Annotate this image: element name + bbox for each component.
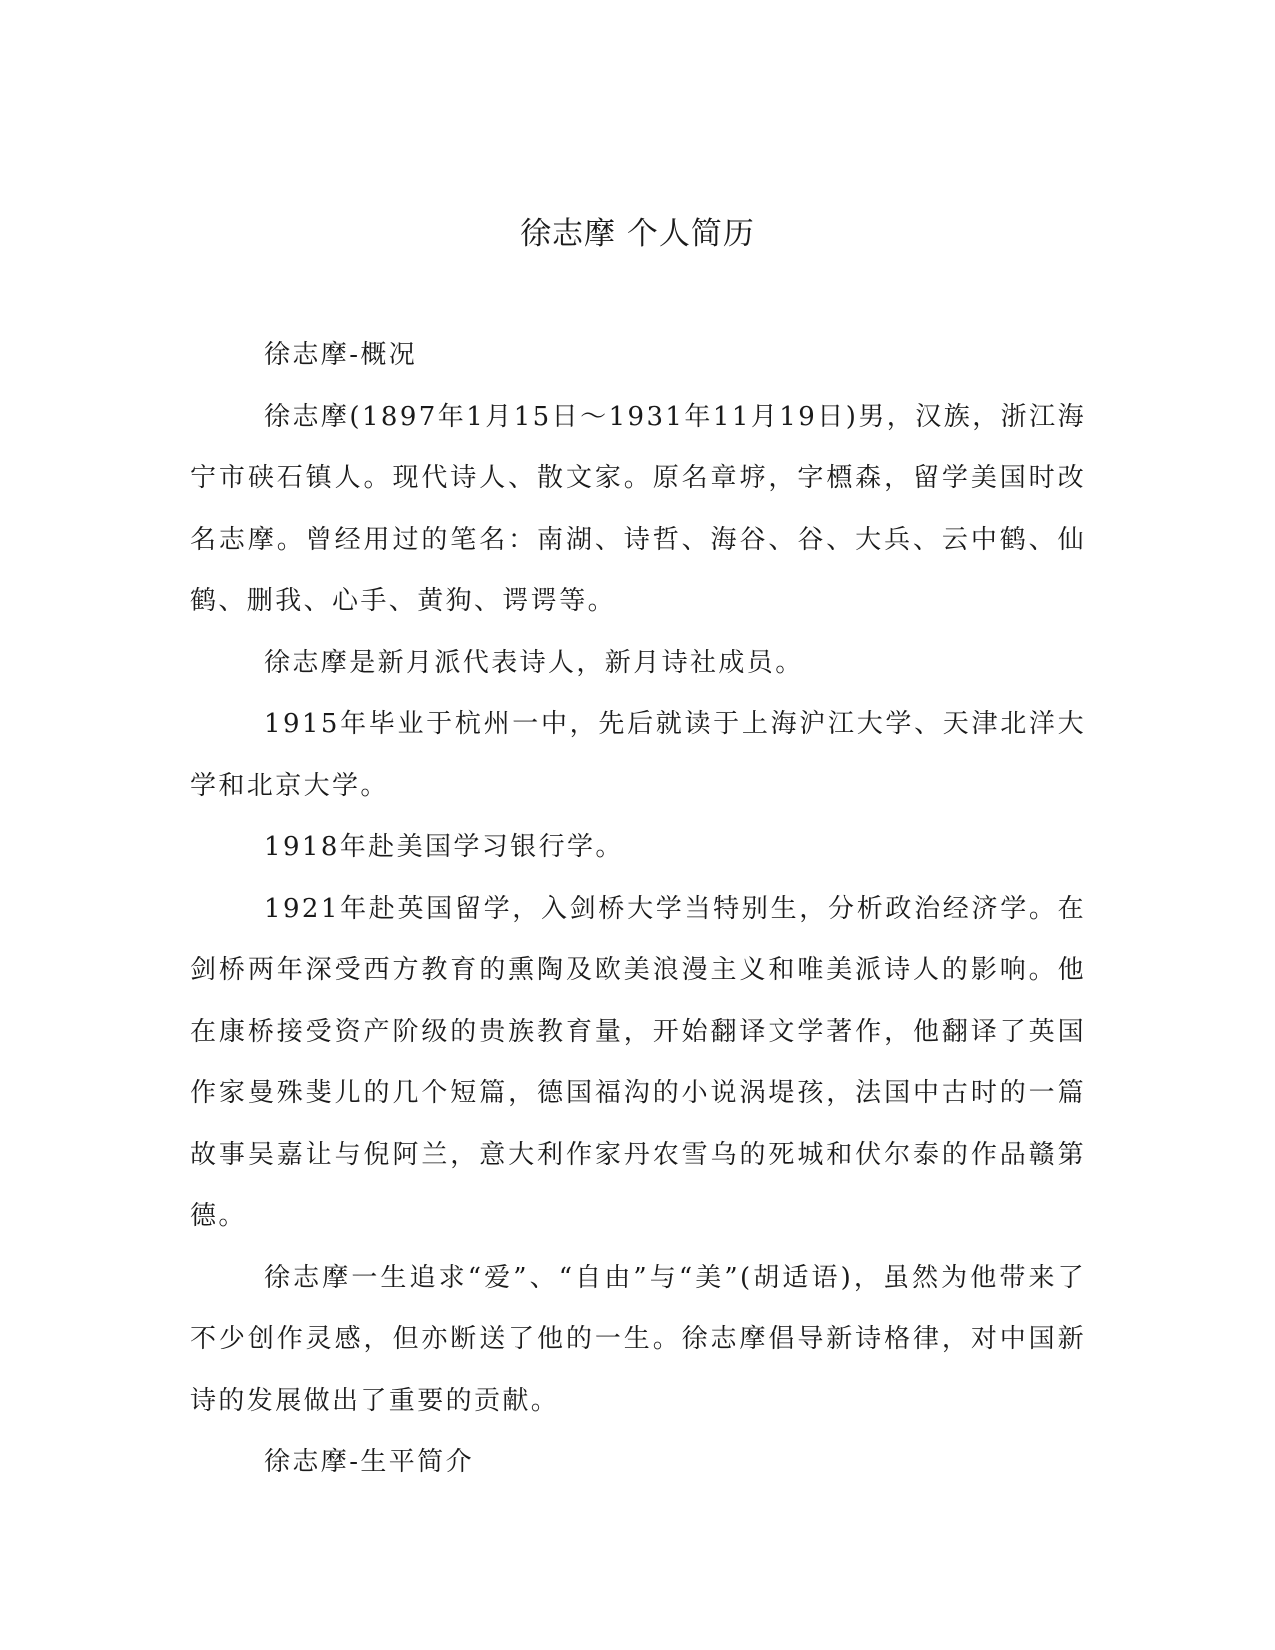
paragraph-pursuit: 徐志摩一生追求“爱”、“自由”与“美”(胡适语)，虽然为他带来了不少创作灵感，但亦断送了他的一生。徐志摩倡导新诗格律，对中国新诗的发展做出了重要的贡献。 [190,1262,1086,1416]
section-heading-overview: 徐志摩-概况 [264,340,418,370]
paragraph-education-1915: 1915年毕业于杭州一中，先后就读于上海沪江大学、天津北洋大学和北京大学。 [190,709,1086,801]
paragraph-usa-1918: 1918年赴美国学习银行学。 [264,832,624,862]
paragraph-crescent-school: 徐志摩是新月派代表诗人，新月诗社成员。 [264,647,804,678]
paragraph-bio-intro: 徐志摩(1897年1月15日～1931年11月19日)男，汉族，浙江海宁市硖石镇人。现代诗人、散文家。原名章垿，字槱森，留学美国时改名志摩。曾经用过的笔名：南湖、诗哲、海谷、谷、大兵、云中鹤、仙鹤、删我、心手、黄狗、谔谔等。 [190,401,1086,616]
document-title: 徐志摩 个人简历 [520,216,755,252]
paragraph-england-1921: 1921年赴英国留学，入剑桥大学当特别生，分析政治经济学。在剑桥两年深受西方教育的熏陶及欧美浪漫主义和唯美派诗人的影响。他在康桥接受资产阶级的贵族教育量，开始翻译文学著作，他翻译了英国作家曼殊斐儿的几个短篇，德国福沟的小说涡堤孩，法国中古时的一篇故事吴嘉让与倪阿兰，意大利作家丹农雪乌的死城和伏尔泰的作品赣第德。 [190,893,1086,1231]
section-heading-biography: 徐志摩-生平简介 [264,1447,474,1477]
document-body [190,325,1086,1494]
